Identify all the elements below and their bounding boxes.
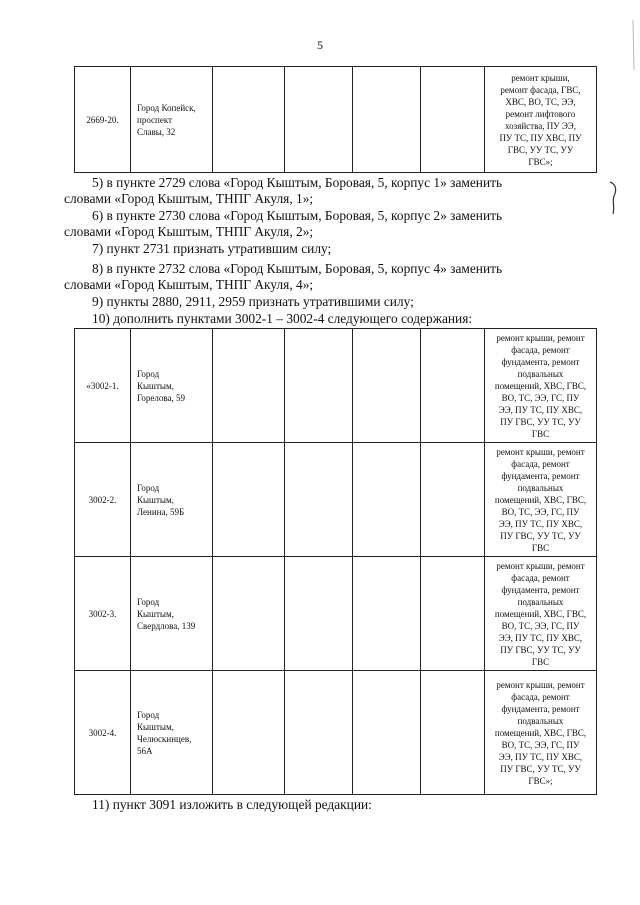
margin-pen-mark (606, 180, 620, 216)
top-table (74, 66, 597, 173)
empty-cell (213, 443, 285, 557)
amendment-7: 7) пункт 2731 признать утратившим силу; (92, 241, 332, 256)
empty-cell (421, 329, 485, 443)
empty-cell (285, 67, 353, 173)
empty-cell (285, 557, 353, 671)
row-address: Город Кыштым, Горелова, 59 (131, 329, 213, 443)
amendment-6: 6) в пункте 2730 слова «Город Кыштым, Боровая, 5, корпус 2» заменить словами «Город Кыштым, ТНПГ Акуля, 2»; (64, 208, 503, 239)
empty-cell (421, 671, 485, 795)
row-number: 3002-2. (75, 443, 131, 557)
empty-cell (285, 671, 353, 795)
empty-cell (353, 557, 421, 671)
table-row (75, 67, 597, 173)
empty-cell (421, 443, 485, 557)
row-address: Город Кыштым, Ленина, 59Б (131, 443, 213, 557)
row-works: ремонт крыши, ремонт фасада, ремонт фундамента, ремонт подвальных помещений, ХВС, ГВС, ВО, ТС, ЭЭ, ГС, ПУ ЭЭ, ПУ ТС, ПУ ХВС, ПУ ГВС, УУ ТС, УУ ГВС»; (485, 671, 597, 795)
empty-cell (353, 671, 421, 795)
row-number: 3002-3. (75, 557, 131, 671)
amendment-8: 8) в пункте 2732 слова «Город Кыштым, Боровая, 5, корпус 4» заменить словами «Город Кыштым, ТНПГ Акуля, 4»; (64, 261, 503, 292)
amendment-9: 9) пункты 2880, 2911, 2959 признать утратившими силу; (92, 294, 414, 309)
table-row (75, 557, 597, 671)
row-works: ремонт крыши, ремонт фасада, ремонт фундамента, ремонт подвальных помещений, ХВС, ГВС, ВО, ТС, ЭЭ, ГС, ПУ ЭЭ, ПУ ТС, ПУ ХВС, ПУ ГВС, УУ ТС, УУ ГВС (485, 557, 597, 671)
empty-cell (353, 443, 421, 557)
amendment-11: 11) пункт 3091 изложить в следующей редакции: (92, 797, 372, 812)
table-row (75, 671, 597, 795)
row-works: ремонт крыши, ремонт фасада, ГВС, ХВС, ВО, ТС, ЭЭ, ремонт лифтового хозяйства, ПУ ЭЭ, ПУ ТС, ПУ ХВС, ПУ ГВС, УУ ТС, УУ ГВС»; (485, 67, 597, 173)
empty-cell (421, 557, 485, 671)
row-number: 3002-4. (75, 671, 131, 795)
empty-cell (353, 67, 421, 173)
empty-cell (353, 329, 421, 443)
row-address: Город Копейск, проспект Славы, 32 (131, 67, 213, 173)
row-address: Город Кыштым, Челюскинцев, 56А (131, 671, 213, 795)
empty-cell (213, 671, 285, 795)
row-number: 2669-20. (75, 67, 131, 173)
empty-cell (285, 329, 353, 443)
row-address: Город Кыштым, Свердлова, 139 (131, 557, 213, 671)
page-number: 5 (317, 38, 323, 52)
amendment-5: 5) в пункте 2729 слова «Город Кыштым, Боровая, 5, корпус 1» заменить словами «Город Кыштым, ТНПГ Акуля, 1»; (64, 175, 503, 206)
row-works: ремонт крыши, ремонт фасада, ремонт фундамента, ремонт подвальных помещений, ХВС, ГВС, ВО, ТС, ЭЭ, ГС, ПУ ЭЭ, ПУ ТС, ПУ ХВС, ПУ ГВС, УУ ТС, УУ ГВС (485, 443, 597, 557)
empty-cell (213, 67, 285, 173)
scan-edge-mark (628, 20, 638, 70)
empty-cell (285, 443, 353, 557)
table-row (75, 329, 597, 443)
empty-cell (421, 67, 485, 173)
empty-cell (213, 557, 285, 671)
empty-cell (213, 329, 285, 443)
bottom-table (74, 328, 597, 795)
row-works: ремонт крыши, ремонт фасада, ремонт фундамента, ремонт подвальных помещений, ХВС, ГВС, ВО, ТС, ЭЭ, ГС, ПУ ЭЭ, ПУ ТС, ПУ ХВС, ПУ ГВС, УУ ТС, УУ ГВС (485, 329, 597, 443)
amendment-10: 10) дополнить пунктами 3002-1 – 3002-4 следующего содержания: (92, 311, 473, 326)
row-number: «3002-1. (75, 329, 131, 443)
table-row (75, 443, 597, 557)
